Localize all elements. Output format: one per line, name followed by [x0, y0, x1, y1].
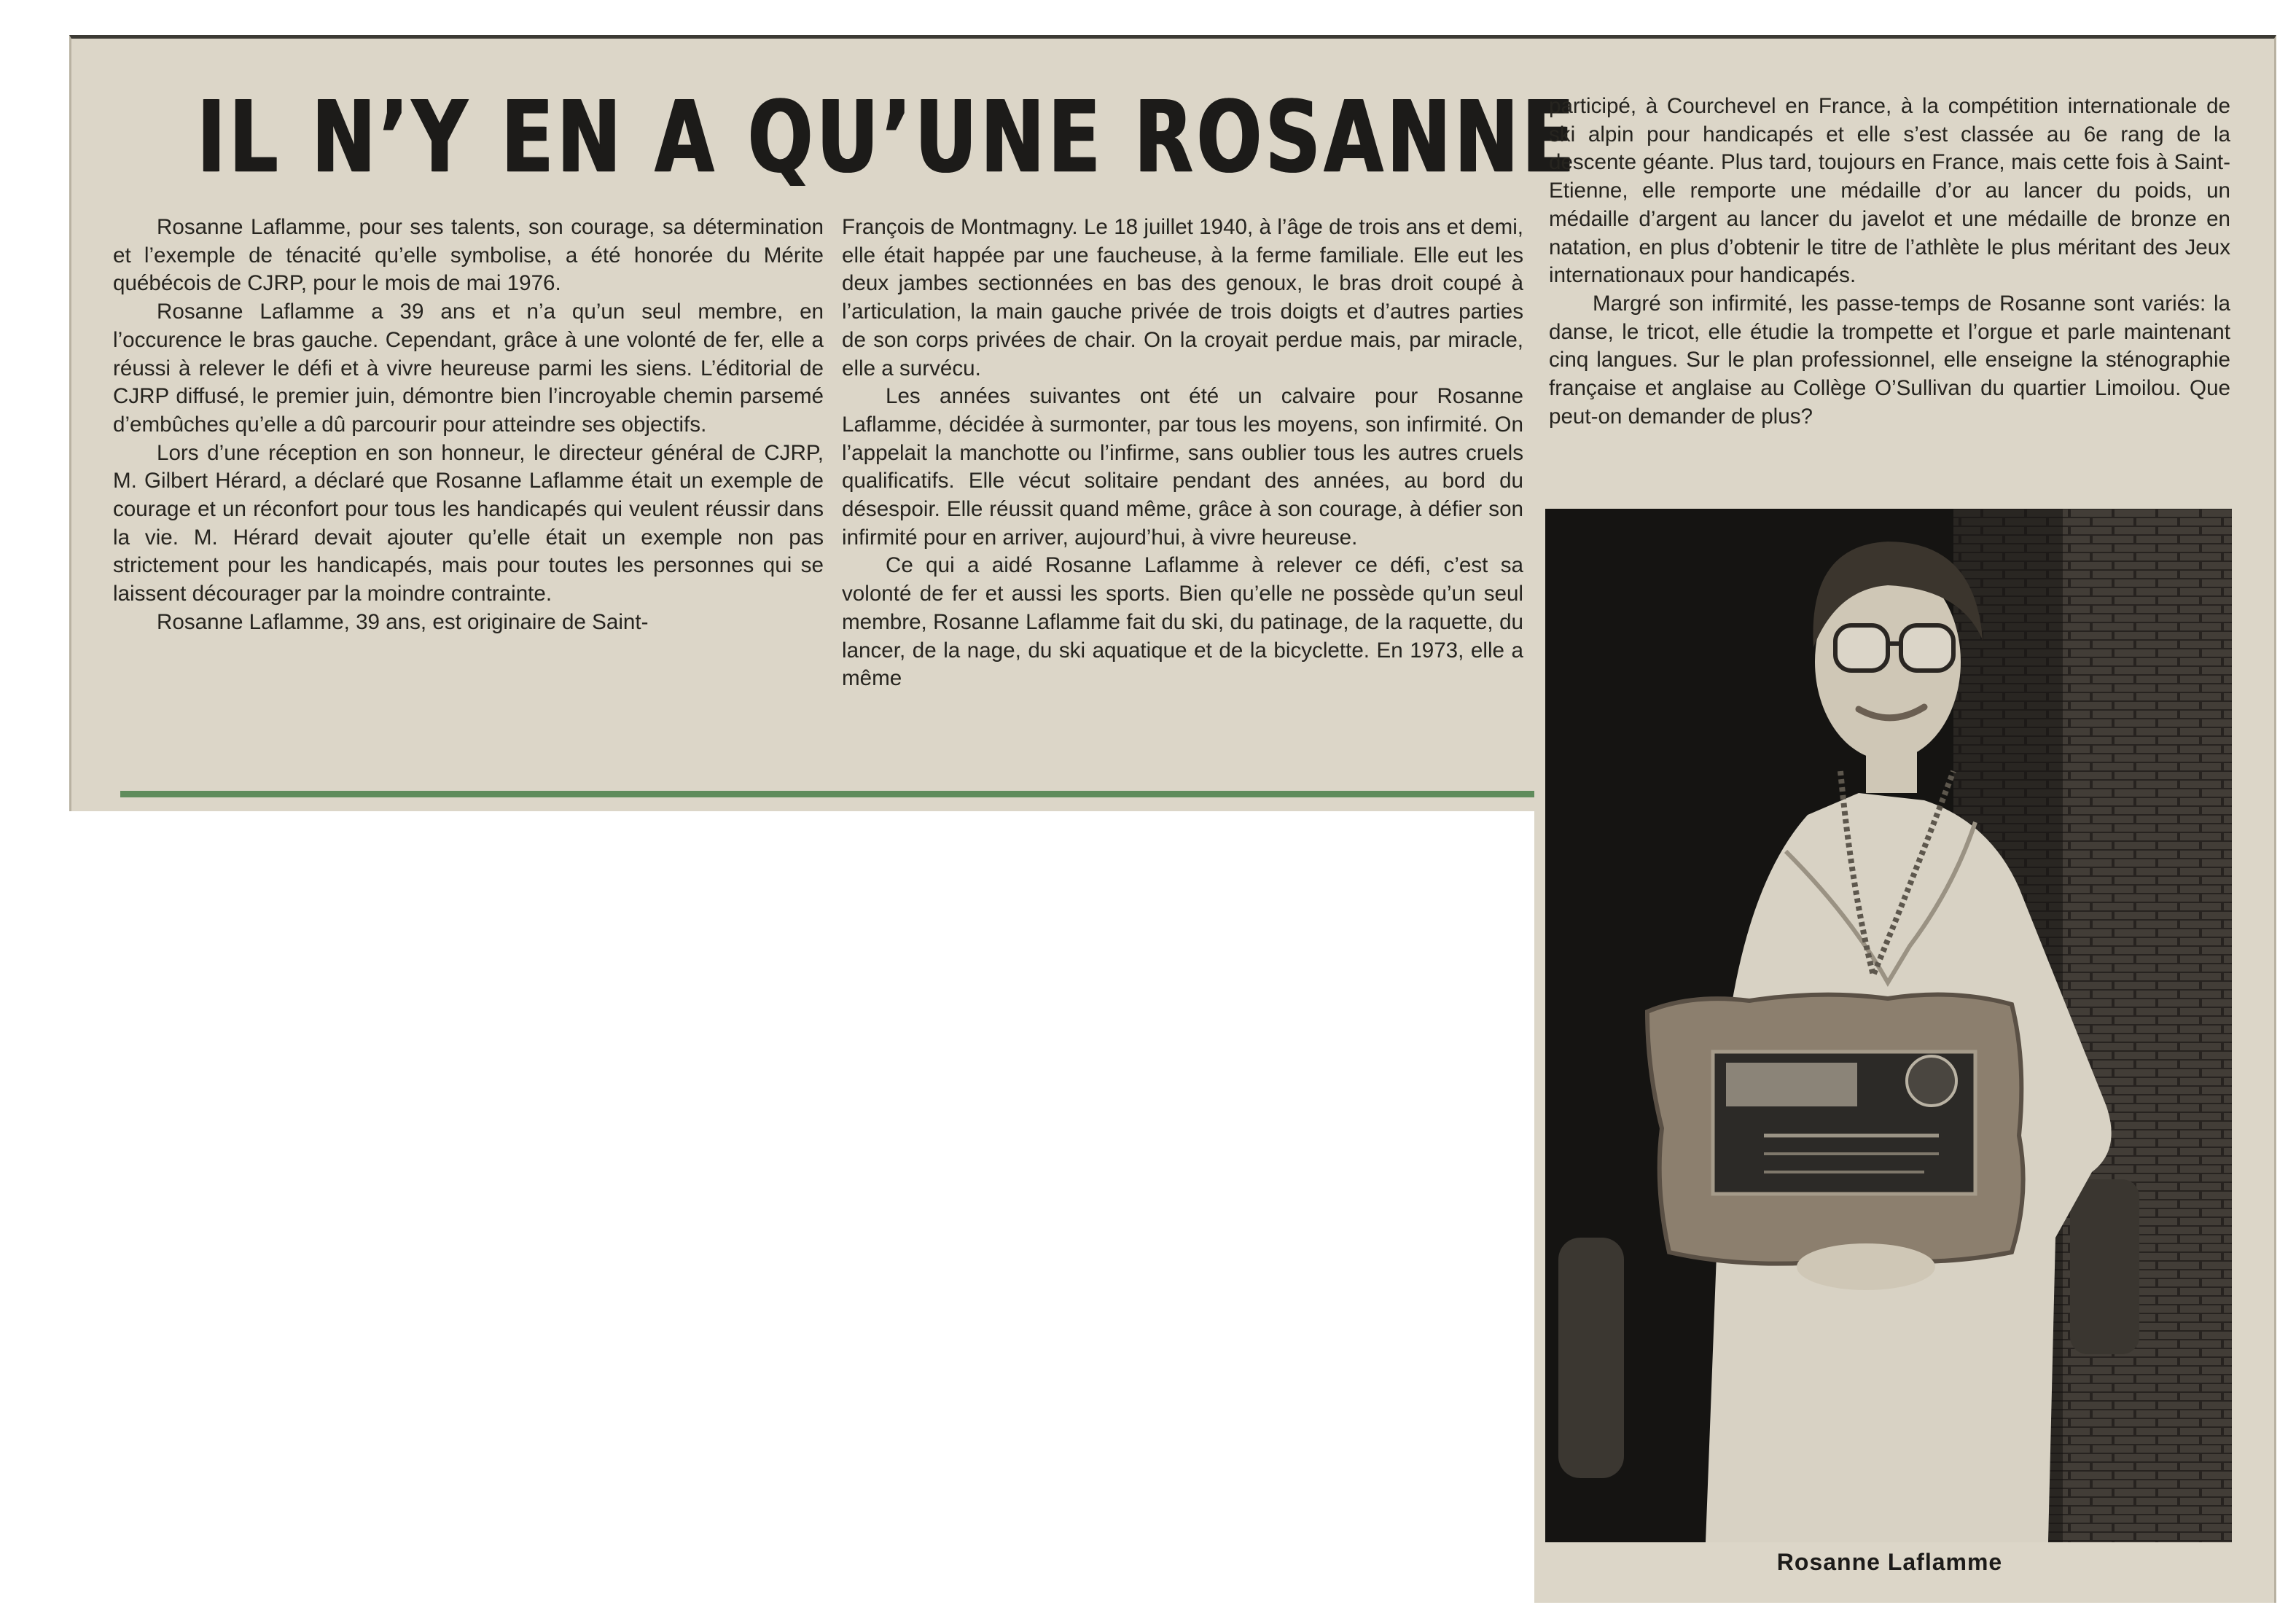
- chair: [2070, 1179, 2139, 1354]
- article-column-2: [842, 214, 1523, 693]
- article-column-1: [113, 214, 824, 637]
- paragraph: François de Montmagny. Le 18 juillet 1940, à l’âge de trois ans et demi, elle était happée par une faucheuse, à la ferme familiale. Elle eut les deux jambes sectionnées en bas des genoux, le bras droit coupé à l’articulation, la main gauche privée de trois doigts et d’autres parties de son corps privées de chair. On la croyait perdue mais, par miracle, elle a survécu.: [842, 215, 1523, 380]
- green-border-rule: [120, 791, 1534, 808]
- paragraph: Rosanne Laflamme a 39 ans et n’a qu’un seul membre, en l’occurence le bras gauche. Cependant, grâce à une volonté de fer, elle a réussi à relever le défi et à vivre heureuse parmi les siens. L’éditorial de CJRP diffusé, le premier juin, démontre bien l’incroyable chemin parsemé d’embûches qu’elle a dû parcourir pour atteindre ses objectifs.: [113, 300, 824, 437]
- article-headline: IL N’Y EN A QU’UNE ROSANNE: [197, 80, 1578, 195]
- plaque-emblem: [1907, 1056, 1956, 1106]
- paragraph: Les années suivantes ont été un calvaire pour Rosanne Laflamme, décidée à surmonter, par tous les moyens, son infirmité. On l’appelait la manchotte ou l’infirme, sans oublier tous les autres cruels qualificatifs. Elle vécut solitaire pendant des années, au bord du désespoir. Elle réussit quand même, grâce à son courage, à défier son infirmité pour en arriver, aujourd’hui, à vivre heureuse.: [842, 384, 1523, 550]
- chair: [1558, 1238, 1624, 1478]
- paragraph: Rosanne Laflamme, pour ses talents, son courage, sa détermination et l’exemple de ténacité qu’elle symbolise, a été honorée du Mérite québécois de CJRP, pour le mois de mai 1976.: [113, 215, 824, 296]
- paragraph: Ce qui a aidé Rosanne Laflamme à relever ce défi, c’est sa volonté de fer et aussi les sports. Bien qu’elle ne possède qu’un seul membre, Rosanne Laflamme fait du ski, du patinage, de la raquette, du lancer, de la nage, du ski aquatique et de la bicyclette. En 1973, elle a même: [842, 553, 1523, 691]
- paragraph: Lors d’une réception en son honneur, le directeur général de CJRP, M. Gilbert Hérard, a déclaré que Rosanne Laflamme était un exemple de courage et un réconfort pour tous les handicapés qui veulent réussir dans la vie. M. Hérard devait ajouter qu’elle était un exemple non pas strictement pour les handicapés, mais pour toutes les personnes qui se laissent décourager par la moindre contrainte.: [113, 440, 824, 606]
- paragraph: Rosanne Laflamme, 39 ans, est originaire de Saint-: [157, 609, 649, 634]
- portrait-illustration: [1545, 509, 2232, 1542]
- paragraph: Margré son infirmité, les passe-temps de Rosanne sont variés: la danse, le tricot, elle étudie la trompette et l’orgue et parle maintenant cinq langues. Sur le plan professionnel, elle enseigne la sténographie française et anglaise au Collège O’Sullivan du quartier Limoilou. Que peut-on demander de plus?: [1549, 291, 2230, 429]
- paragraph: participé, à Courchevel en France, à la compétition internationale de ski alpin pour handicapés et elle s’est classée au 6e rang de la descente géante. Plus tard, toujours en France, mais cette fois à Saint-Etienne, elle remporte une médaille d’or au lancer du poids, un médaille d’argent au lancer du javelot et une médaille de bronze en natation, en plus d’obtenir le titre de l’athlète le plus méritant des Jeux internationaux pour handicapés.: [1549, 94, 2230, 288]
- article-column-3: [1549, 93, 2230, 431]
- hand: [1797, 1243, 1935, 1290]
- portrait-photo: [1545, 509, 2232, 1542]
- photo-caption: Rosanne Laflamme: [1776, 1549, 2003, 1575]
- eyeglasses: [1835, 625, 1888, 671]
